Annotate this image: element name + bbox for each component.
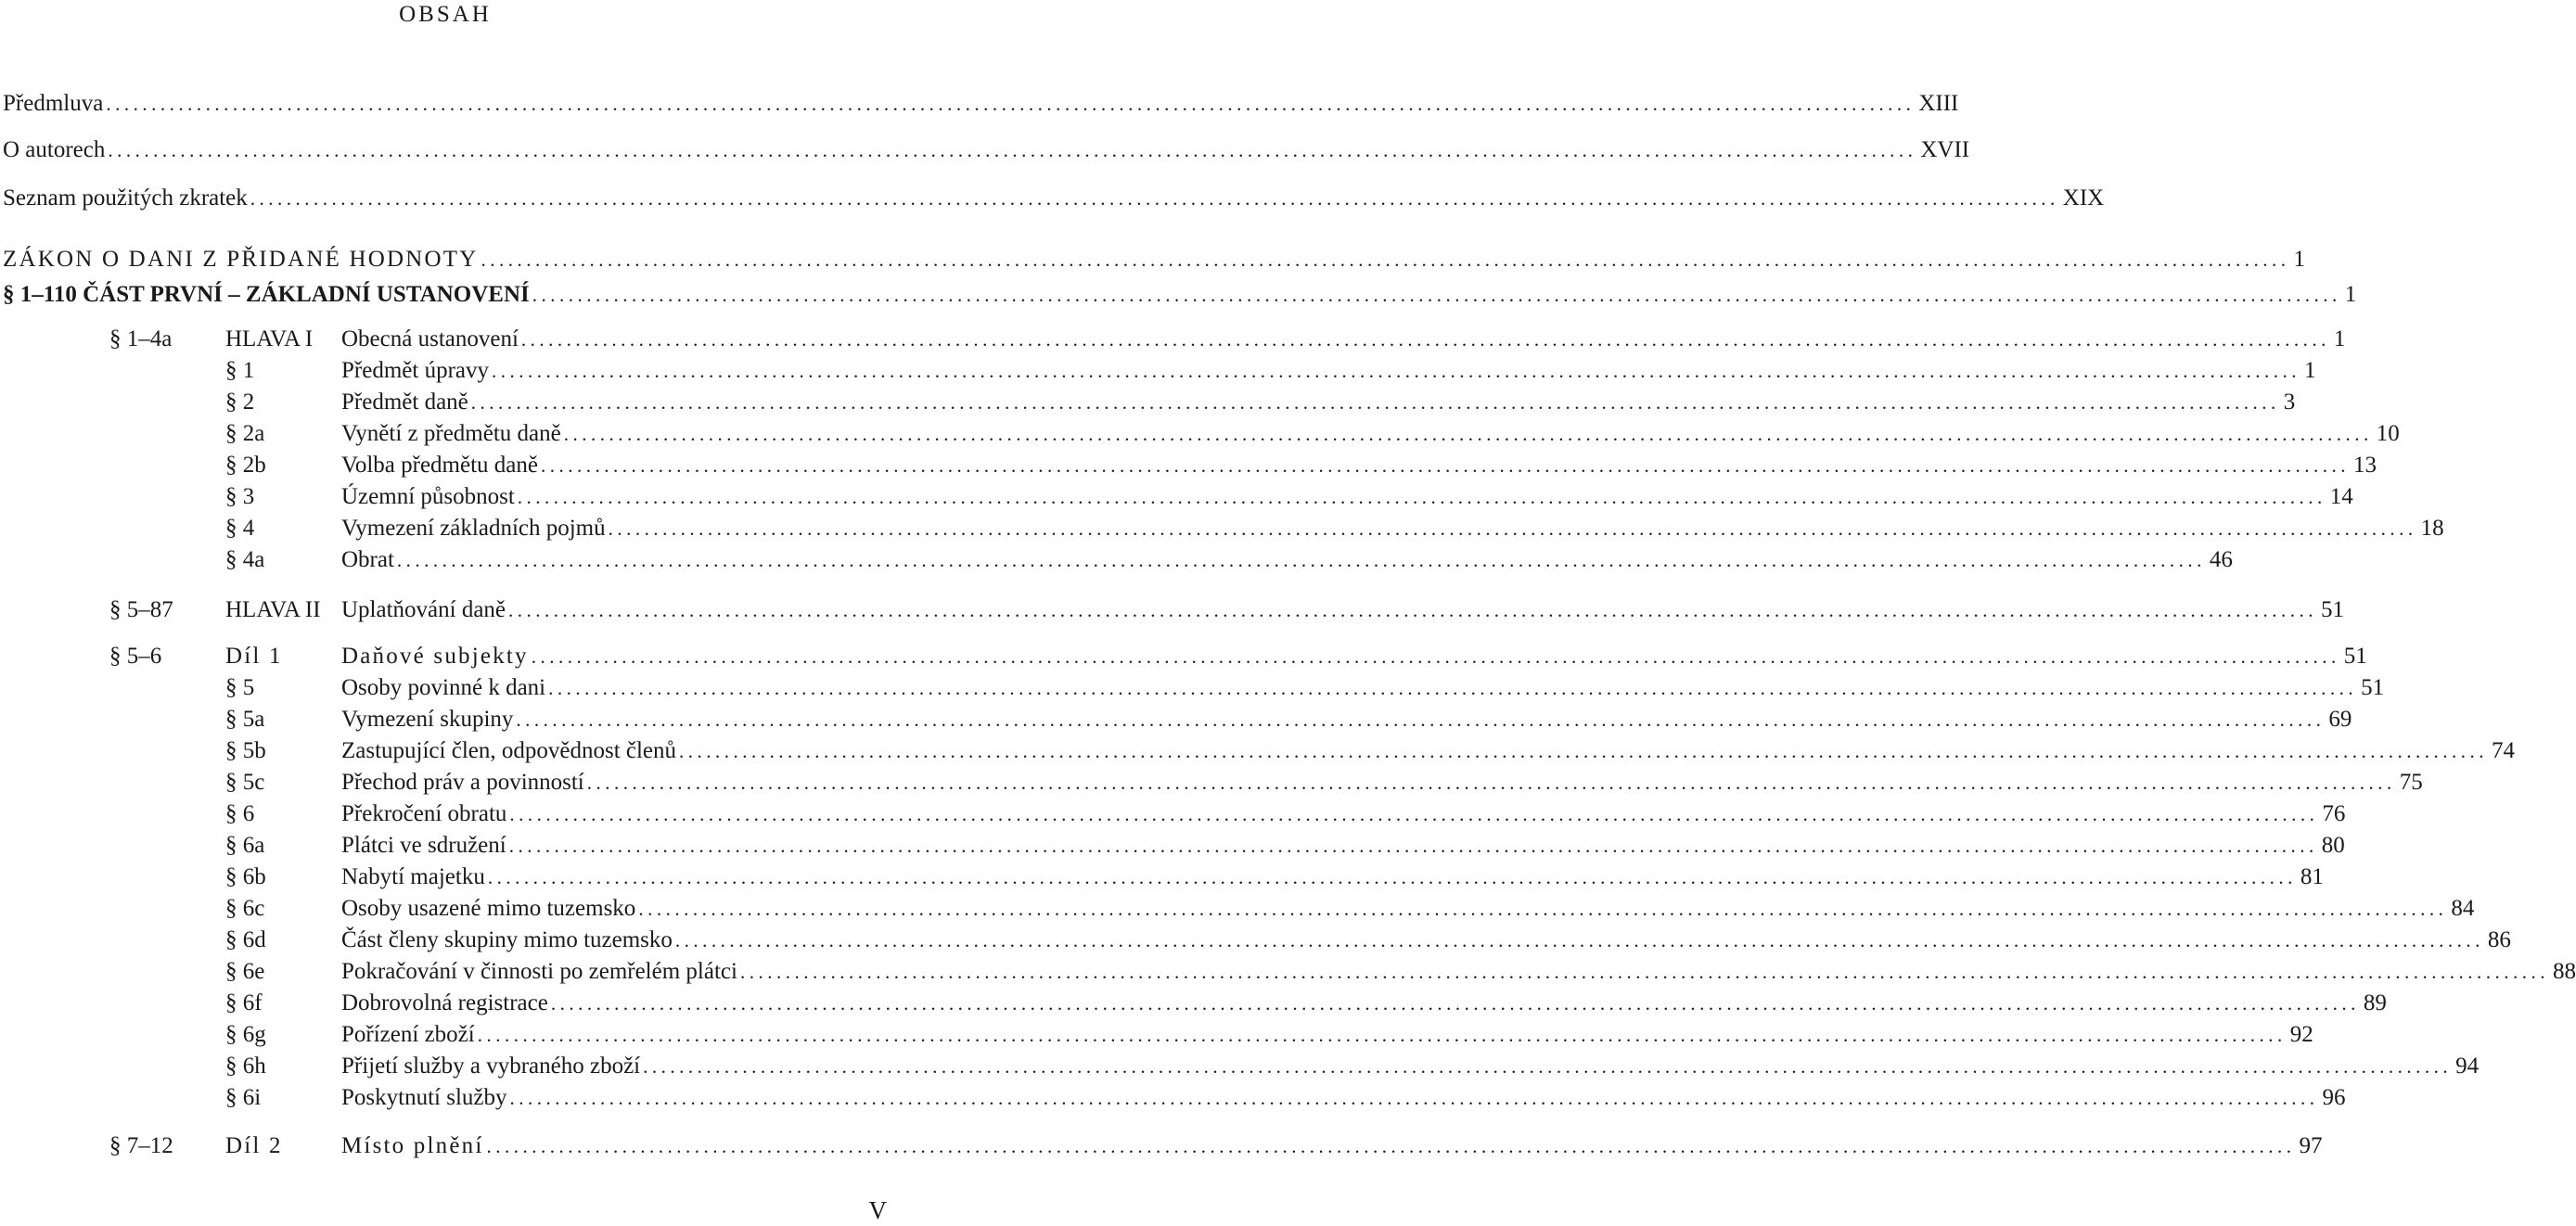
toc-law-entry[interactable] xyxy=(0,245,2305,275)
page-number: V xyxy=(868,1196,887,1224)
toc-leader xyxy=(341,926,2511,955)
toc-section-entry[interactable] xyxy=(0,388,2296,417)
group-head: Díl 2 xyxy=(225,1133,283,1158)
dot-leader: ........................................................................................................................................................................................................ xyxy=(396,549,2206,571)
section-label: Překročení obratu xyxy=(341,801,507,826)
toc-entry[interactable] xyxy=(0,89,1959,119)
group-page: 51 xyxy=(2321,597,2345,622)
section-page: 81 xyxy=(2300,864,2324,889)
section-label: Přijetí služby a vybraného zboží xyxy=(341,1054,641,1079)
dot-leader: ........................................................................................................................................................................................................ xyxy=(638,898,2448,920)
section-page: 86 xyxy=(2487,927,2511,952)
toc-leader xyxy=(341,419,2400,449)
group-page: 1 xyxy=(2333,326,2346,351)
dot-leader: ........................................................................................................................................................................................................ xyxy=(520,328,2330,351)
entry-label: O autorech xyxy=(3,137,106,162)
section-label: Vynětí z předmětu daně xyxy=(341,421,561,446)
dot-leader: ........................................................................................................................................................................................................ xyxy=(470,391,2280,414)
section-page: 84 xyxy=(2451,896,2475,921)
toc-leader xyxy=(341,595,2345,625)
section-number: § 6e xyxy=(225,959,265,984)
section-page: 80 xyxy=(2321,833,2345,858)
part-page: 1 xyxy=(2344,282,2357,307)
section-label: Zastupující člen, odpovědnost členů xyxy=(341,738,677,763)
section-range: § 5–6 xyxy=(109,644,162,669)
section-label: Část členy skupiny mimo tuzemsko xyxy=(341,927,673,952)
toc-leader xyxy=(341,1020,2313,1050)
section-label: Pořízení zboží xyxy=(341,1022,475,1047)
dot-leader: ........................................................................................................................................................................................................ xyxy=(509,803,2319,825)
section-number: § 3 xyxy=(225,484,255,509)
toc-title: OBSAH xyxy=(399,2,492,27)
section-label: Vymezení skupiny xyxy=(341,707,514,732)
section-number: § 5c xyxy=(225,770,265,795)
toc-leader xyxy=(341,1052,2480,1081)
toc-leader xyxy=(341,514,2444,543)
section-page: 46 xyxy=(2209,547,2233,572)
group-label: Uplatňování daně xyxy=(341,597,506,622)
toc-section-entry[interactable] xyxy=(0,768,2423,798)
section-label: Přechod práv a povinností xyxy=(341,770,584,795)
toc-section-entry[interactable] xyxy=(0,545,2233,575)
section-number: § 2a xyxy=(225,421,265,446)
toc-section-entry[interactable] xyxy=(0,957,2576,987)
dot-leader: ........................................................................................................................................................................................................ xyxy=(106,93,1916,115)
section-label: Osoby povinné k dani xyxy=(341,675,546,700)
section-number: § 4 xyxy=(225,516,255,541)
toc-leader xyxy=(341,831,2345,861)
dot-leader: ........................................................................................................................................................................................................ xyxy=(532,284,2341,306)
group-head: HLAVA II xyxy=(225,597,321,622)
section-number: § 5 xyxy=(225,675,255,700)
toc-leader xyxy=(3,184,2105,213)
toc-leader xyxy=(341,545,2233,575)
section-page: 94 xyxy=(2455,1054,2480,1079)
dot-leader: ........................................................................................................................................................................................................ xyxy=(548,677,2358,699)
section-number: § 6d xyxy=(225,927,266,952)
section-number: § 6i xyxy=(225,1085,262,1110)
toc-section-entry[interactable] xyxy=(0,894,2475,924)
dot-leader: ........................................................................................................................................................................................................ xyxy=(491,360,2300,382)
toc-leader xyxy=(3,89,1959,119)
toc-leader xyxy=(3,280,2357,310)
section-page: 88 xyxy=(2552,959,2576,984)
dot-leader: ........................................................................................................................................................................................................ xyxy=(679,740,2489,762)
section-range: § 1–4a xyxy=(109,326,173,351)
group-label: Obecná ustanovení xyxy=(341,326,519,351)
dot-leader: ........................................................................................................................................................................................................ xyxy=(531,645,2340,668)
section-page: 13 xyxy=(2352,453,2377,478)
toc-leader xyxy=(341,1131,2323,1161)
toc-leader xyxy=(341,768,2423,798)
group-head: Díl 1 xyxy=(225,644,283,669)
group-page: 51 xyxy=(2343,644,2367,669)
toc-section-entry[interactable] xyxy=(0,1083,2346,1113)
toc-leader xyxy=(341,1083,2346,1113)
section-page: 14 xyxy=(2329,484,2353,509)
section-page: 10 xyxy=(2376,421,2400,446)
group-page: 97 xyxy=(2299,1133,2323,1158)
dot-leader: ........................................................................................................................................................................................................ xyxy=(739,961,2549,983)
toc-section-entry[interactable] xyxy=(0,705,2352,734)
toc-section-entry[interactable] xyxy=(0,451,2377,480)
toc-leader xyxy=(341,957,2576,987)
toc-group-entry[interactable] xyxy=(0,595,2345,625)
section-page: 76 xyxy=(2322,801,2346,826)
section-range: § 7–12 xyxy=(109,1133,173,1158)
dot-leader: ........................................................................................................................................................................................................ xyxy=(517,486,2326,508)
dot-leader: ........................................................................................................................................................................................................ xyxy=(550,992,2360,1015)
dot-leader: ........................................................................................................................................................................................................ xyxy=(586,772,2396,794)
section-page: 75 xyxy=(2399,770,2423,795)
section-number: § 2 xyxy=(225,390,255,415)
dot-leader: ........................................................................................................................................................................................................ xyxy=(108,139,1917,161)
section-label: Vymezení základních pojmů xyxy=(341,516,606,541)
section-page: 51 xyxy=(2361,675,2385,700)
dot-leader: ........................................................................................................................................................................................................ xyxy=(487,866,2297,888)
part-label: § 1–110 ČÁST PRVNÍ – ZÁKLADNÍ USTANOVENÍ xyxy=(3,282,530,307)
section-label: Pokračování v činnosti po zemřelém plátci xyxy=(341,959,737,984)
dot-leader: ........................................................................................................................................................................................................ xyxy=(508,599,2318,621)
toc-entry[interactable] xyxy=(0,135,1970,165)
toc-leader xyxy=(341,451,2377,480)
section-page: 74 xyxy=(2492,738,2516,763)
section-label: Nabytí majetku xyxy=(341,864,485,889)
dot-leader: ........................................................................................................................................................................................................ xyxy=(508,835,2318,857)
toc-leader xyxy=(341,482,2353,512)
toc-section-entry[interactable] xyxy=(0,1052,2480,1081)
section-number: § 5b xyxy=(225,738,266,763)
toc-entry[interactable] xyxy=(0,184,2105,213)
toc-leader xyxy=(341,356,2316,386)
toc-section-entry[interactable] xyxy=(0,736,2516,766)
section-label: Obrat xyxy=(341,547,394,572)
section-label: Plátci ve sdružení xyxy=(341,833,506,858)
toc-section-entry[interactable] xyxy=(0,482,2353,512)
dot-leader: ........................................................................................................................................................................................................ xyxy=(481,249,2290,271)
toc-leader xyxy=(341,642,2367,671)
group-label: Místo plnění xyxy=(341,1133,484,1158)
toc-section-entry[interactable] xyxy=(0,831,2345,861)
toc-leader xyxy=(341,799,2346,829)
toc-section-entry[interactable] xyxy=(0,799,2346,829)
toc-section-entry[interactable] xyxy=(0,926,2511,955)
section-number: § 6 xyxy=(225,801,255,826)
section-range: § 5–87 xyxy=(109,597,173,622)
dot-leader: ........................................................................................................................................................................................................ xyxy=(516,709,2326,731)
section-label: Předmět daně xyxy=(341,390,468,415)
section-number: § 5a xyxy=(225,707,265,732)
entry-page: XIII xyxy=(1918,91,1959,116)
toc-section-entry[interactable] xyxy=(0,673,2385,703)
group-label: Daňové subjekty xyxy=(341,644,529,669)
section-label: Poskytnutí služby xyxy=(341,1085,507,1110)
toc-leader xyxy=(341,894,2475,924)
entry-label: Seznam použitých zkratek xyxy=(3,185,248,211)
toc-leader xyxy=(341,388,2296,417)
toc-section-entry[interactable] xyxy=(0,1020,2313,1050)
dot-leader: ........................................................................................................................................................................................................ xyxy=(674,929,2484,951)
dot-leader: ........................................................................................................................................................................................................ xyxy=(608,517,2417,540)
section-number: § 2b xyxy=(225,453,266,478)
section-label: Osoby usazené mimo tuzemsko xyxy=(341,896,636,921)
group-head: HLAVA I xyxy=(225,326,314,351)
section-number: § 6f xyxy=(225,990,263,1015)
section-page: 89 xyxy=(2363,990,2387,1015)
section-number: § 4a xyxy=(225,547,265,572)
dot-leader: ........................................................................................................................................................................................................ xyxy=(250,187,2059,210)
entry-page: XIX xyxy=(2062,185,2105,211)
toc-leader xyxy=(341,862,2324,892)
toc-section-entry[interactable] xyxy=(0,862,2324,892)
section-number: § 6a xyxy=(225,833,265,858)
toc-leader xyxy=(341,673,2385,703)
section-number: § 6c xyxy=(225,896,265,921)
toc-group-entry[interactable] xyxy=(0,325,2346,354)
law-label: ZÁKON O DANI Z PŘIDANÉ HODNOTY xyxy=(3,247,479,272)
section-page: 18 xyxy=(2420,516,2444,541)
dot-leader: ........................................................................................................................................................................................................ xyxy=(509,1087,2319,1109)
toc-section-entry[interactable] xyxy=(0,514,2444,543)
section-number: § 6h xyxy=(225,1054,266,1079)
section-label: Předmět úpravy xyxy=(341,358,489,383)
dot-leader: ........................................................................................................................................................................................................ xyxy=(563,423,2373,445)
dot-leader: ........................................................................................................................................................................................................ xyxy=(477,1024,2287,1046)
toc-leader xyxy=(3,245,2305,275)
toc-leader xyxy=(341,325,2346,354)
section-page: 96 xyxy=(2322,1085,2346,1110)
toc-leader xyxy=(341,736,2516,766)
section-label: Dobrovolná registrace xyxy=(341,990,548,1015)
entry-page: XVII xyxy=(1920,137,1970,162)
section-page: 92 xyxy=(2289,1022,2313,1047)
section-number: § 6g xyxy=(225,1022,266,1047)
toc-group-entry[interactable] xyxy=(0,1131,2323,1161)
toc-leader xyxy=(341,705,2352,734)
section-page: 1 xyxy=(2303,358,2316,383)
toc-leader xyxy=(3,135,1970,165)
section-label: Volba předmětu daně xyxy=(341,453,538,478)
section-page: 69 xyxy=(2328,707,2352,732)
section-page: 3 xyxy=(2283,390,2296,415)
toc-part-entry[interactable] xyxy=(0,280,2357,310)
toc-group-entry[interactable] xyxy=(0,642,2367,671)
toc-section-entry[interactable] xyxy=(0,419,2400,449)
toc-leader xyxy=(341,989,2387,1018)
toc-section-entry[interactable] xyxy=(0,989,2387,1018)
section-label: Územní působnost xyxy=(341,484,515,509)
dot-leader: ........................................................................................................................................................................................................ xyxy=(540,454,2350,477)
section-number: § 1 xyxy=(225,358,255,383)
dot-leader: ........................................................................................................................................................................................................ xyxy=(486,1135,2296,1157)
law-page: 1 xyxy=(2293,247,2305,272)
section-number: § 6b xyxy=(225,864,266,889)
dot-leader: ........................................................................................................................................................................................................ xyxy=(643,1055,2453,1078)
toc-section-entry[interactable] xyxy=(0,356,2316,386)
entry-label: Předmluva xyxy=(3,91,104,116)
